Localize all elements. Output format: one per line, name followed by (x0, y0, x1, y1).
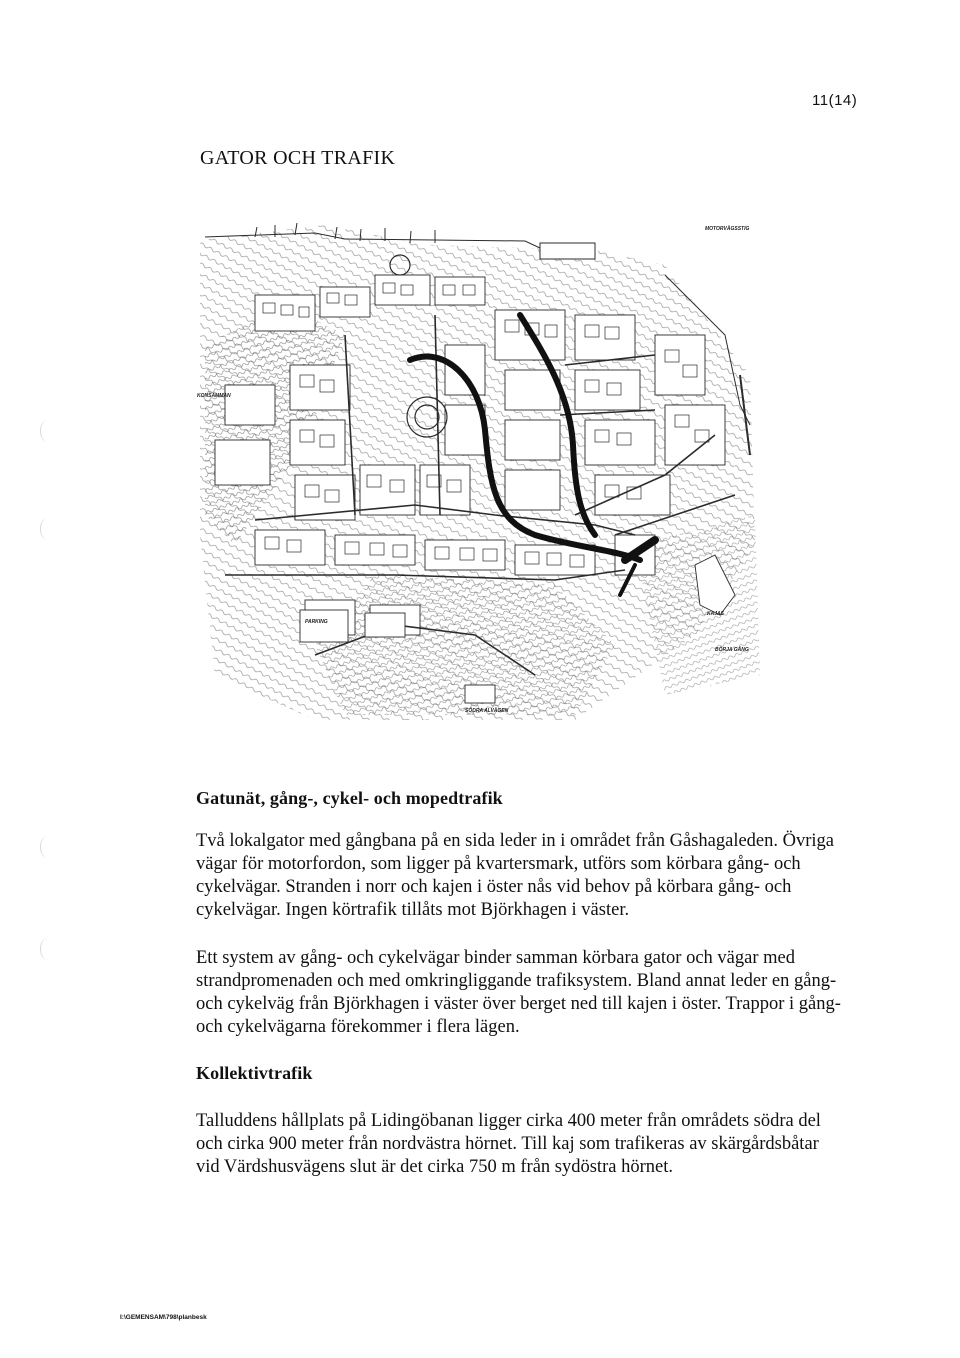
site-plan-map (195, 215, 765, 730)
heading-street-network: Gatunät, gång-, cykel- och mopedtrafik (196, 788, 503, 808)
punch-mark (40, 518, 55, 540)
file-path: I:\GEMENSAM\798\planbesk (120, 1314, 207, 1321)
page-title: GATOR OCH TRAFIK (200, 147, 396, 169)
paragraph-local-streets: Två lokalgator med gångbana på en sida leder in i området från Gåshagaleden. Övriga vägar för motorfordon, som ligger på kvartersmark, utförs som körbara gång- och cykelvägar. Stranden i norr och kajen i öster nås vid behov på körbara gång- och cykelvägar. Ingen körtrafik tillåts mot Björkhagen i väster. (196, 831, 834, 920)
map-label-west: KONSAMMAN (197, 393, 231, 399)
map-label-east-b: BÖRJA GÅNG (715, 647, 749, 653)
punch-mark (40, 938, 55, 960)
paragraph-path-system: Ett system av gång- och cykelvägar binder samman körbara gator och vägar med strandpromenaden och med omkringliggande trafiksystem. Bland annat leder en gång- och cykelväg från Björkhagen i väster över berget ned till kajen i öster. Trappor i gång- och cykelvägarna förekommer i flera lägen. (196, 948, 841, 1037)
map-label-south: SÖDRA ALVÄGEN (465, 708, 509, 714)
site-plan-svg (195, 215, 765, 730)
heading-public-transport: Kollektivtrafik (196, 1063, 313, 1083)
map-label-north: MOTORVÄGSSTIG (705, 226, 750, 232)
map-label-east-a: KAJAS (707, 611, 724, 617)
paragraph-public-transport: Talluddens hållplats på Lidingöbanan ligger cirka 400 meter från områdets södra del och cirka 900 meter från nordvästra hörnet. Till kaj som trafikeras av skärgårdsbåtar vid Värdshusvägens slut är det cirka 750 m från sydöstra hörnet. (196, 1111, 821, 1177)
punch-mark (40, 420, 55, 442)
page-number: 11(14) (812, 92, 858, 109)
punch-mark (40, 836, 55, 858)
map-label-parking: PARKING (305, 619, 328, 625)
